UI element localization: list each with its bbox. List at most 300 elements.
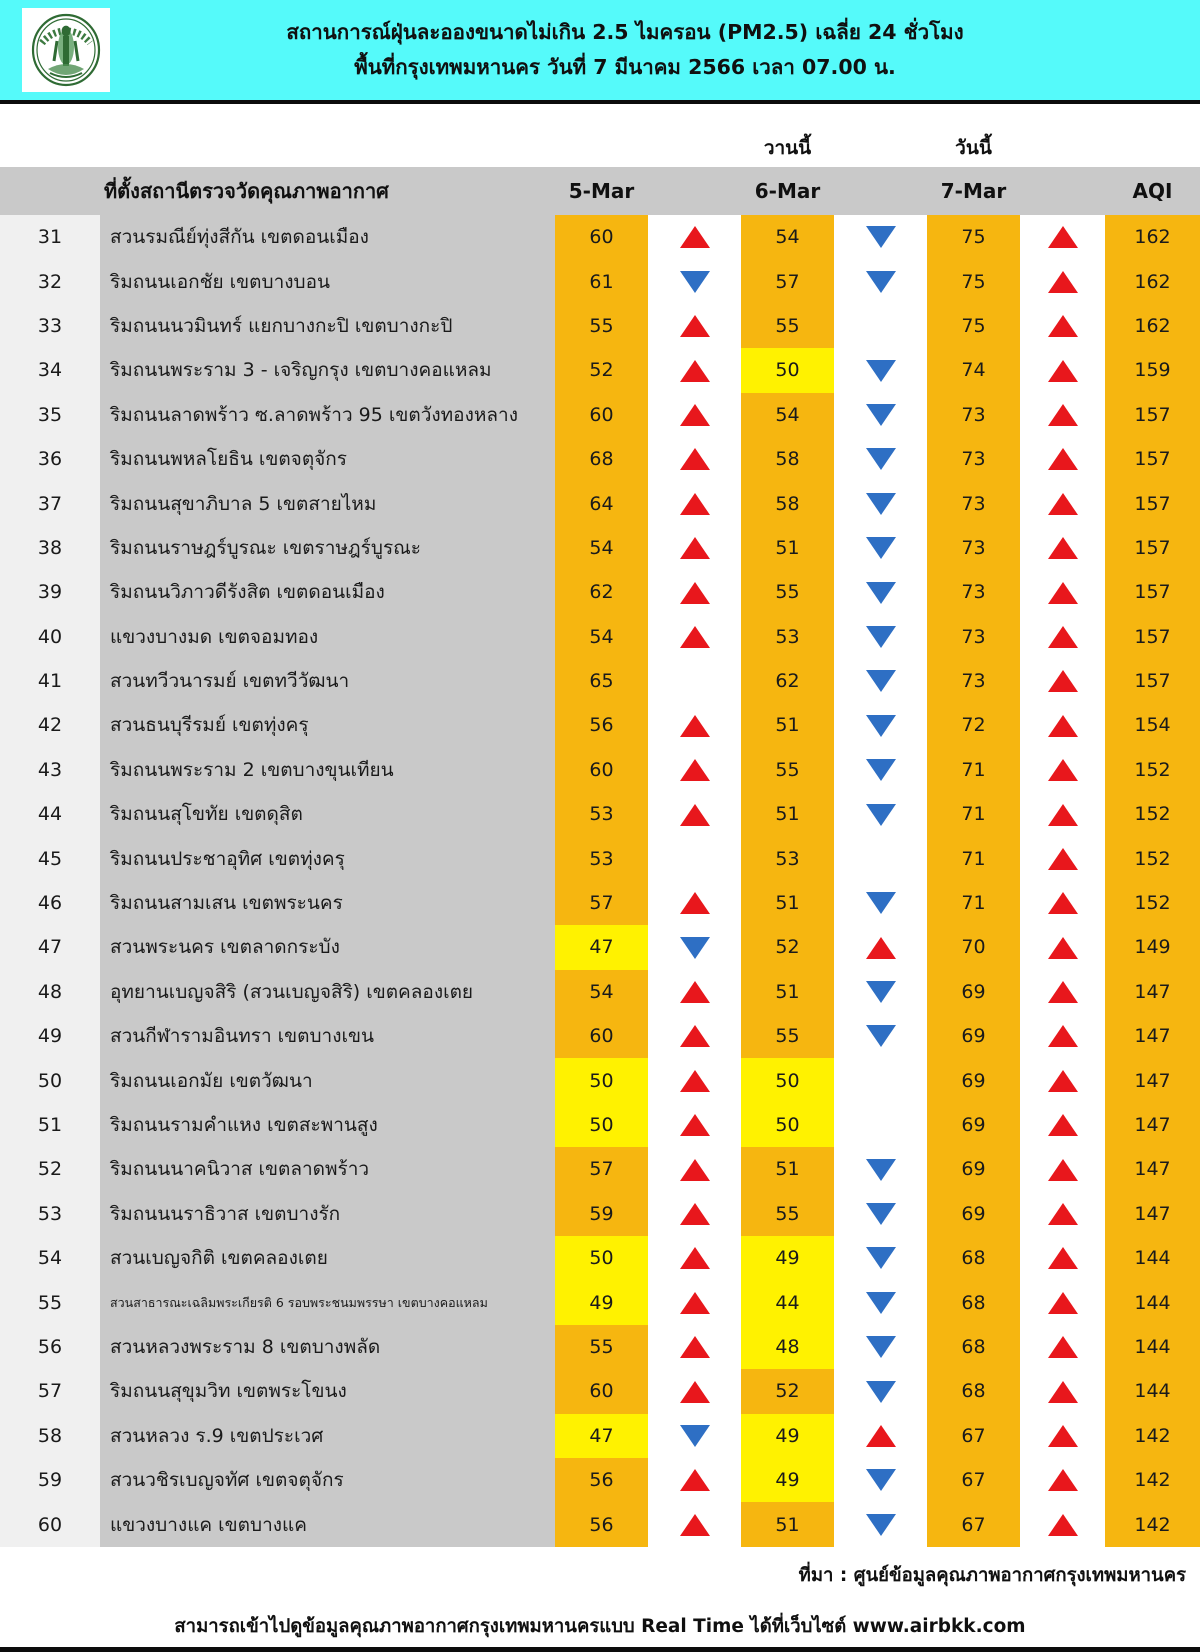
table-row (0, 215, 1200, 259)
trend-up-icon (1048, 315, 1078, 337)
trend-cell-2 (834, 1502, 927, 1546)
trend-up-icon (1048, 1336, 1078, 1358)
trend-cell-1 (648, 1014, 741, 1058)
pm25-value-5mar: 59 (555, 1192, 648, 1236)
station-name-cell: สวนสาธารณะเฉลิมพระเกียรติ 6 รอบพระชนมพรรษา เขตบางคอแหลม (100, 1280, 555, 1324)
station-name-cell: ริมถนนสุขาภิบาล 5 เขตสายไหม (100, 481, 555, 525)
trend-cell-1 (648, 836, 741, 880)
pm25-value-7mar: 69 (927, 1103, 1020, 1147)
trend-cell-3 (1020, 1369, 1105, 1413)
col-header-trend1 (648, 167, 741, 215)
station-name-cell: ริมถนนราษฎร์บูรณะ เขตราษฎร์บูรณะ (100, 526, 555, 570)
aqi-value-cell: 147 (1105, 1014, 1200, 1058)
table-row (0, 1236, 1200, 1280)
table-row (0, 1058, 1200, 1102)
trend-cell-3 (1020, 259, 1105, 303)
row-index-cell: 42 (0, 703, 100, 747)
trend-up-icon (680, 981, 710, 1003)
trend-cell-1 (648, 970, 741, 1014)
pm25-value-5mar: 60 (555, 748, 648, 792)
trend-cell-2 (834, 259, 927, 303)
trend-cell-1 (648, 792, 741, 836)
trend-up-icon (680, 493, 710, 515)
table-row (0, 1280, 1200, 1324)
trend-cell-2 (834, 792, 927, 836)
trend-up-icon (680, 1469, 710, 1491)
trend-down-icon (866, 1336, 896, 1358)
trend-cell-3 (1020, 215, 1105, 259)
trend-up-icon (1048, 892, 1078, 914)
aqi-value-cell: 152 (1105, 792, 1200, 836)
pm25-value-5mar: 61 (555, 259, 648, 303)
aqi-value-cell: 142 (1105, 1502, 1200, 1546)
table-row (0, 925, 1200, 969)
trend-cell-3 (1020, 748, 1105, 792)
pm25-value-7mar: 68 (927, 1325, 1020, 1369)
trend-cell-3 (1020, 1280, 1105, 1324)
super-blank-t1 (648, 104, 741, 167)
trend-up-icon (680, 1114, 710, 1136)
trend-up-icon (1048, 804, 1078, 826)
trend-cell-3 (1020, 1103, 1105, 1147)
pm25-value-6mar: 55 (741, 1014, 834, 1058)
table-row (0, 259, 1200, 303)
row-index-cell: 34 (0, 348, 100, 392)
bma-logo (22, 8, 110, 92)
trend-cell-2 (834, 1280, 927, 1324)
station-name-cell: ริมถนนเอกมัย เขตวัฒนา (100, 1058, 555, 1102)
station-name-cell: สวนวชิรเบญจทัศ เขตจตุจักร (100, 1458, 555, 1502)
table-row (0, 437, 1200, 481)
station-name-cell: ริมถนนเอกชัย เขตบางบอน (100, 259, 555, 303)
trend-down-icon (866, 1025, 896, 1047)
col-header-7mar: 7-Mar (927, 167, 1020, 215)
pm25-value-5mar: 54 (555, 970, 648, 1014)
trend-cell-3 (1020, 1058, 1105, 1102)
station-name-cell: สวนทวีวนารมย์ เขตทวีวัฒนา (100, 659, 555, 703)
trend-cell-1 (648, 1280, 741, 1324)
trend-cell-1 (648, 615, 741, 659)
trend-cell-2 (834, 748, 927, 792)
pm25-value-7mar: 68 (927, 1369, 1020, 1413)
pm25-value-5mar: 50 (555, 1103, 648, 1147)
pm25-value-6mar: 49 (741, 1236, 834, 1280)
pm25-value-5mar: 49 (555, 1280, 648, 1324)
trend-cell-1 (648, 1147, 741, 1191)
trend-cell-1 (648, 215, 741, 259)
pm25-value-5mar: 50 (555, 1236, 648, 1280)
col-header-trend3 (1020, 167, 1105, 215)
trend-down-icon (866, 892, 896, 914)
pm25-value-6mar: 58 (741, 481, 834, 525)
trend-up-icon (1048, 759, 1078, 781)
trend-up-icon (1048, 582, 1078, 604)
pm25-value-7mar: 72 (927, 703, 1020, 747)
bottom-rule (0, 1647, 1200, 1652)
page-title: สถานการณ์ฝุ่นละอองขนาดไม่เกิน 2.5 ไมครอน (PM2.5) เฉลี่ย 24 ชั่วโมง (286, 20, 964, 45)
row-index-cell: 49 (0, 1014, 100, 1058)
trend-up-icon (680, 1514, 710, 1536)
trend-cell-3 (1020, 970, 1105, 1014)
pm25-value-5mar: 60 (555, 215, 648, 259)
table-row (0, 881, 1200, 925)
trend-cell-1 (648, 1414, 741, 1458)
station-name-cell: ริมถนนสามเสน เขตพระนคร (100, 881, 555, 925)
trend-up-icon (1048, 1070, 1078, 1092)
trend-cell-2 (834, 881, 927, 925)
super-blank-t3 (1020, 104, 1105, 167)
station-name-cell: แขวงบางแค เขตบางแค (100, 1502, 555, 1546)
trend-cell-2 (834, 1414, 927, 1458)
trend-cell-3 (1020, 1147, 1105, 1191)
aqi-value-cell: 152 (1105, 836, 1200, 880)
pm25-value-5mar: 52 (555, 348, 648, 392)
pm25-value-6mar: 57 (741, 259, 834, 303)
pm25-value-6mar: 49 (741, 1414, 834, 1458)
trend-down-icon (866, 404, 896, 426)
row-index-cell: 36 (0, 437, 100, 481)
pm25-value-6mar: 50 (741, 348, 834, 392)
pm25-value-5mar: 54 (555, 526, 648, 570)
super-header-today: วันนี้ (927, 104, 1020, 167)
bma-emblem-icon (26, 11, 106, 89)
table-row (0, 348, 1200, 392)
aqi-value-cell: 157 (1105, 481, 1200, 525)
station-name-cell: ริมถนนพระราม 3 - เจริญกรุง เขตบางคอแหลม (100, 348, 555, 392)
pm25-value-6mar: 49 (741, 1458, 834, 1502)
column-header-row (0, 167, 1200, 215)
trend-cell-3 (1020, 304, 1105, 348)
trend-cell-3 (1020, 1458, 1105, 1502)
trend-up-icon (1048, 937, 1078, 959)
trend-cell-3 (1020, 437, 1105, 481)
row-index-cell: 56 (0, 1325, 100, 1369)
aqi-value-cell: 142 (1105, 1458, 1200, 1502)
station-name-cell: ริมถนนพระราม 2 เขตบางขุนเทียน (100, 748, 555, 792)
trend-cell-3 (1020, 1414, 1105, 1458)
trend-cell-2 (834, 659, 927, 703)
trend-cell-2 (834, 437, 927, 481)
trend-up-icon (1048, 981, 1078, 1003)
aqi-value-cell: 144 (1105, 1236, 1200, 1280)
trend-up-icon (1048, 715, 1078, 737)
table-row (0, 570, 1200, 614)
aqi-value-cell: 147 (1105, 1103, 1200, 1147)
aqi-value-cell: 157 (1105, 393, 1200, 437)
aqi-value-cell: 157 (1105, 659, 1200, 703)
pm25-value-7mar: 73 (927, 570, 1020, 614)
row-index-cell: 52 (0, 1147, 100, 1191)
super-blank-d1 (555, 104, 648, 167)
pm25-value-7mar: 73 (927, 437, 1020, 481)
trend-up-icon (1048, 537, 1078, 559)
row-index-cell: 58 (0, 1414, 100, 1458)
aqi-value-cell: 144 (1105, 1280, 1200, 1324)
pm25-value-5mar: 68 (555, 437, 648, 481)
trend-cell-2 (834, 1458, 927, 1502)
trend-up-icon (1048, 226, 1078, 248)
col-header-station: ที่ตั้งสถานีตรวจวัดคุณภาพอากาศ (100, 167, 555, 215)
row-index-cell: 35 (0, 393, 100, 437)
pm25-value-7mar: 69 (927, 970, 1020, 1014)
station-name-cell: สวนหลวงพระราม 8 เขตบางพลัด (100, 1325, 555, 1369)
table-row (0, 393, 1200, 437)
pm25-value-7mar: 67 (927, 1502, 1020, 1546)
trend-down-icon (866, 715, 896, 737)
trend-cell-3 (1020, 1325, 1105, 1369)
pm25-value-7mar: 71 (927, 836, 1020, 880)
pm25-value-7mar: 71 (927, 748, 1020, 792)
trend-up-icon (1048, 271, 1078, 293)
trend-cell-3 (1020, 792, 1105, 836)
station-name-cell: ริมถนนสุโขทัย เขตดุสิต (100, 792, 555, 836)
trend-up-icon (680, 315, 710, 337)
trend-cell-1 (648, 259, 741, 303)
col-header-5mar: 5-Mar (555, 167, 648, 215)
pm25-value-6mar: 52 (741, 925, 834, 969)
aqi-value-cell: 157 (1105, 615, 1200, 659)
trend-down-icon (866, 759, 896, 781)
trend-cell-1 (648, 659, 741, 703)
trend-cell-2 (834, 1236, 927, 1280)
trend-up-icon (1048, 1025, 1078, 1047)
row-index-cell: 37 (0, 481, 100, 525)
trend-up-icon (680, 1159, 710, 1181)
row-index-cell: 59 (0, 1458, 100, 1502)
trend-up-icon (1048, 1292, 1078, 1314)
station-name-cell: สวนพระนคร เขตลาดกระบัง (100, 925, 555, 969)
pm25-value-7mar: 67 (927, 1458, 1020, 1502)
pm25-value-5mar: 54 (555, 615, 648, 659)
trend-cell-3 (1020, 659, 1105, 703)
trend-cell-1 (648, 925, 741, 969)
page-subtitle: พื้นที่กรุงเทพมหานคร วันที่ 7 มีนาคม 2566 เวลา 07.00 น. (354, 55, 896, 79)
trend-cell-2 (834, 570, 927, 614)
pm25-value-6mar: 54 (741, 215, 834, 259)
trend-cell-2 (834, 1058, 927, 1102)
table-row (0, 1192, 1200, 1236)
trend-up-icon (680, 1381, 710, 1403)
pm25-value-6mar: 51 (741, 970, 834, 1014)
station-name-cell: ริมถนนนวมินทร์ แยกบางกะปิ เขตบางกะปิ (100, 304, 555, 348)
table-row (0, 1103, 1200, 1147)
trend-up-icon (680, 537, 710, 559)
pm25-value-6mar: 51 (741, 881, 834, 925)
table-row (0, 481, 1200, 525)
pm25-value-5mar: 53 (555, 792, 648, 836)
pm25-value-5mar: 47 (555, 1414, 648, 1458)
trend-up-icon (680, 582, 710, 604)
table-row (0, 1502, 1200, 1546)
trend-cell-1 (648, 1502, 741, 1546)
trend-cell-3 (1020, 1192, 1105, 1236)
aqi-value-cell: 152 (1105, 748, 1200, 792)
pm25-value-7mar: 74 (927, 348, 1020, 392)
trend-up-icon (1048, 1514, 1078, 1536)
aqi-value-cell: 142 (1105, 1414, 1200, 1458)
trend-down-icon (866, 804, 896, 826)
trend-up-icon (680, 804, 710, 826)
pm25-value-5mar: 47 (555, 925, 648, 969)
pm25-value-7mar: 71 (927, 792, 1020, 836)
super-header-row (0, 104, 1200, 167)
trend-cell-3 (1020, 1502, 1105, 1546)
trend-cell-1 (648, 393, 741, 437)
row-index-cell: 38 (0, 526, 100, 570)
pm25-value-6mar: 52 (741, 1369, 834, 1413)
table-row (0, 1014, 1200, 1058)
aqi-value-cell: 147 (1105, 1192, 1200, 1236)
table-row (0, 1369, 1200, 1413)
pm25-value-6mar: 50 (741, 1058, 834, 1102)
pm25-value-7mar: 73 (927, 526, 1020, 570)
row-index-cell: 50 (0, 1058, 100, 1102)
trend-down-icon (866, 1292, 896, 1314)
row-index-cell: 31 (0, 215, 100, 259)
trend-up-icon (680, 1247, 710, 1269)
table-row (0, 748, 1200, 792)
table-row (0, 1325, 1200, 1369)
trend-up-icon (680, 1025, 710, 1047)
trend-down-icon (866, 1203, 896, 1225)
pm25-value-5mar: 56 (555, 703, 648, 747)
pm25-value-5mar: 65 (555, 659, 648, 703)
station-name-cell: ริมถนนประชาอุทิศ เขตทุ่งครุ (100, 836, 555, 880)
station-name-cell: ริมถนนนาคนิวาส เขตลาดพร้าว (100, 1147, 555, 1191)
table-row (0, 836, 1200, 880)
pm25-value-5mar: 56 (555, 1502, 648, 1546)
pm25-value-7mar: 68 (927, 1236, 1020, 1280)
table-row (0, 1414, 1200, 1458)
pm25-value-5mar: 62 (555, 570, 648, 614)
trend-down-icon (866, 1381, 896, 1403)
pm25-value-7mar: 69 (927, 1147, 1020, 1191)
trend-up-icon (1048, 1469, 1078, 1491)
station-name-cell: สวนรมณีย์ทุ่งสีกัน เขตดอนเมือง (100, 215, 555, 259)
row-index-cell: 57 (0, 1369, 100, 1413)
aqi-value-cell: 149 (1105, 925, 1200, 969)
trend-cell-3 (1020, 393, 1105, 437)
station-name-cell: ริมถนนลาดพร้าว ซ.ลาดพร้าว 95 เขตวังทองหลาง (100, 393, 555, 437)
pm25-value-5mar: 57 (555, 1147, 648, 1191)
row-index-cell: 41 (0, 659, 100, 703)
aqi-value-cell: 157 (1105, 570, 1200, 614)
station-name-cell: สวนเบญจกิติ เขตคลองเตย (100, 1236, 555, 1280)
trend-up-icon (680, 1292, 710, 1314)
trend-up-icon (1048, 1381, 1078, 1403)
table-row (0, 526, 1200, 570)
trend-down-icon (866, 226, 896, 248)
trend-down-icon (866, 1247, 896, 1269)
table-row (0, 615, 1200, 659)
trend-cell-2 (834, 304, 927, 348)
trend-cell-3 (1020, 1236, 1105, 1280)
trend-cell-2 (834, 1325, 927, 1369)
trend-cell-1 (648, 348, 741, 392)
table-row (0, 659, 1200, 703)
trend-cell-1 (648, 1058, 741, 1102)
aqi-value-cell: 157 (1105, 437, 1200, 481)
trend-cell-1 (648, 481, 741, 525)
station-name-cell: ริมถนนนราธิวาส เขตบางรัก (100, 1192, 555, 1236)
trend-cell-1 (648, 748, 741, 792)
pm25-value-7mar: 69 (927, 1014, 1020, 1058)
header-title-group (110, 17, 1200, 83)
pm25-value-7mar: 70 (927, 925, 1020, 969)
super-blank-aqi (1105, 104, 1200, 167)
row-index-cell: 32 (0, 259, 100, 303)
trend-up-icon (680, 360, 710, 382)
aqi-value-cell: 144 (1105, 1325, 1200, 1369)
trend-down-icon (866, 360, 896, 382)
trend-cell-3 (1020, 348, 1105, 392)
pm25-value-6mar: 55 (741, 748, 834, 792)
trend-cell-1 (648, 1103, 741, 1147)
trend-up-icon (680, 759, 710, 781)
pm25-value-7mar: 69 (927, 1058, 1020, 1102)
row-index-cell: 44 (0, 792, 100, 836)
pm25-value-6mar: 62 (741, 659, 834, 703)
trend-cell-2 (834, 925, 927, 969)
trend-cell-2 (834, 1014, 927, 1058)
aqi-value-cell: 144 (1105, 1369, 1200, 1413)
trend-cell-2 (834, 1147, 927, 1191)
trend-up-icon (680, 404, 710, 426)
pm25-value-6mar: 58 (741, 437, 834, 481)
trend-down-icon (866, 1469, 896, 1491)
table-row (0, 792, 1200, 836)
pm25-value-7mar: 73 (927, 393, 1020, 437)
table-row (0, 1458, 1200, 1502)
trend-cell-2 (834, 703, 927, 747)
aqi-value-cell: 162 (1105, 304, 1200, 348)
pm25-value-6mar: 55 (741, 304, 834, 348)
trend-cell-3 (1020, 881, 1105, 925)
trend-down-icon (866, 493, 896, 515)
aqi-value-cell: 147 (1105, 1147, 1200, 1191)
row-index-cell: 48 (0, 970, 100, 1014)
trend-down-icon (866, 582, 896, 604)
trend-down-icon (866, 670, 896, 692)
trend-cell-2 (834, 1192, 927, 1236)
trend-up-icon (680, 1336, 710, 1358)
trend-cell-1 (648, 304, 741, 348)
pm25-value-7mar: 75 (927, 259, 1020, 303)
aqi-value-cell: 162 (1105, 215, 1200, 259)
col-header-no (0, 167, 100, 215)
trend-up-icon (1048, 670, 1078, 692)
aqi-value-cell: 147 (1105, 1058, 1200, 1102)
pm25-value-5mar: 53 (555, 836, 648, 880)
page-header (0, 0, 1200, 104)
trend-up-icon (1048, 1114, 1078, 1136)
trend-up-icon (680, 226, 710, 248)
trend-up-icon (680, 1070, 710, 1092)
trend-up-icon (1048, 1159, 1078, 1181)
trend-down-icon (680, 1425, 710, 1447)
row-index-cell: 46 (0, 881, 100, 925)
trend-up-icon (680, 1203, 710, 1225)
pm25-value-6mar: 51 (741, 526, 834, 570)
pm25-value-5mar: 55 (555, 304, 648, 348)
pm25-value-5mar: 55 (555, 1325, 648, 1369)
station-name-cell: สวนหลวง ร.9 เขตประเวศ (100, 1414, 555, 1458)
trend-up-icon (680, 892, 710, 914)
trend-cell-1 (648, 1325, 741, 1369)
pm25-value-6mar: 53 (741, 836, 834, 880)
pm25-value-5mar: 60 (555, 1014, 648, 1058)
trend-cell-3 (1020, 481, 1105, 525)
